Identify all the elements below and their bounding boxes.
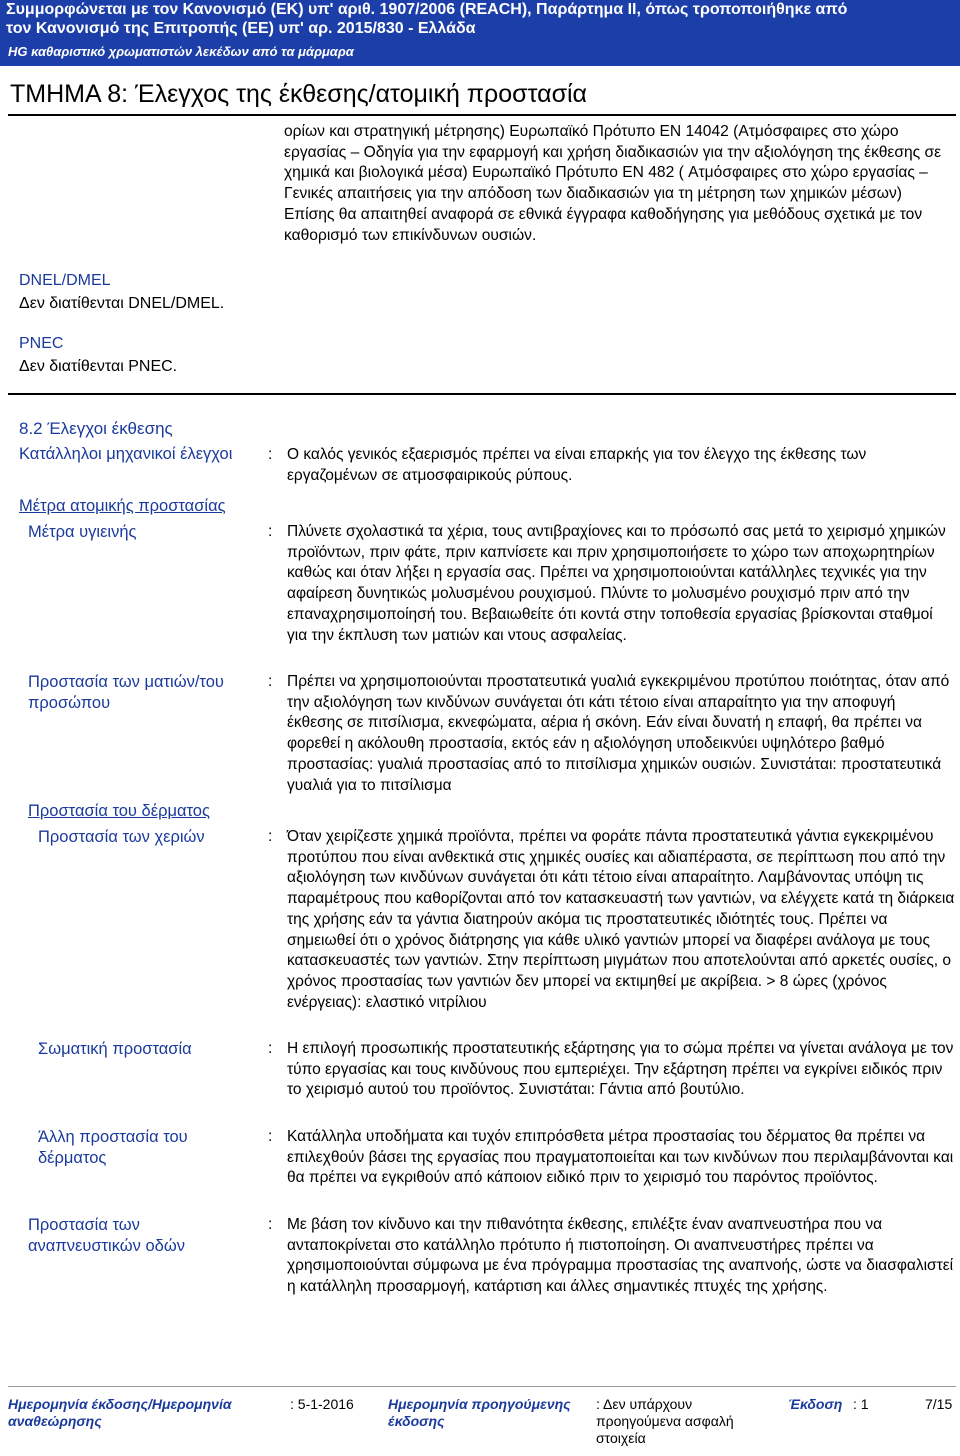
other-skin-protection-text: Κατάλληλα υποδήματα και τυχόν επιπρόσθετα μέτρα προστασίας του δέρματος θα πρέπει να επιλεχθούν βάσει της εργασίας που πραγματοποιείται και των κινδύνων που περιλαμβάνονται και θα πρέπει να εγκριθούν από κάποιον ειδικό πριν το χειρισμό του παρόντος προϊόντος. [287,1128,954,1187]
footer-prev-label [388,1396,583,1430]
hand-protection-label: Προστασία των χεριών [38,828,205,846]
continuation-text: ορίων και στρατηγική μέτρησης) Ευρωπαϊκό Πρότυπο EN 14042 (Ατμόσφαιρες στο χώρο εργασίας – Οδηγία για την εφαρμογή και χρήση διαδικασιών για την αξιολόγηση της έκθεσης σε χημικά και βιολογικά μέσα) Ευρωπαϊκό Πρότυπο EN 482 ( Ατμόσφαιρες στο χώρο εργασίας – Γενικές απαιτήσεις για την απόδοση των διαδικασιών για τη μέτρηση των χημικών μέσων) Επίσης θα απαιτηθεί αναφορά σε εθνικά έγγραφα καθοδήγησης για μεθόδους σχετικά με τον καθορισμό των επικίνδυνων ουσιών. [284,123,942,244]
footer-version-value: : 1 [853,1396,869,1412]
section-divider-bottom [8,393,956,395]
eye-protection-text: Πρέπει να χρησιμοποιούνται προστατευτικά γυαλιά εγκεκριμένου προτύπου ποιότητας, όταν από την αξιολόγηση των κινδύνων συνάγεται ότι κάτι τέτοιο είναι απαραίτητο για την αποφυγή έκθεσης σε πιτσίλισμα, εκνεφώματα, αέρια ή σκόνη. Εάν είναι δυνατή η επαφή, θα πρέπει να φορεθεί η ακόλουθη προστασία, εκτός εάν η αξιολόγηση υποδεικνύει υψηλότερο βαθμό προστασίας: γυαλιά προστασίας από το πιτσίλισμα χημικών ουσιών. Συνιστάται: προστατευτικά γυαλιά για το πιτσίλισμα [287,673,950,794]
body-protection-label: Σωματική προστασία [38,1040,192,1058]
skin-heading: Προστασία του δέρματος [28,802,210,820]
body-protection-text: Η επιλογή προσωπικής προστατευτικής εξάρτησης για το σώμα πρέπει να γίνεται ανάλογα με τον τύπο εργασίας και τους κινδύνους που εμπεριέχει. Την εξάρτηση πρέπει να εγκρίνει ειδικός πριν το χειρισμό αυτού του προϊόντος. Συνιστάται: Γάντια από βουτύλιο. [287,1040,954,1099]
colon: : [268,1216,273,1233]
pnec-value: Δεν διατίθενται PNEC. [19,358,178,375]
colon: : [268,1128,273,1145]
engineering-controls-text: Ο καλός γενικός εξαερισμός πρέπει να είναι επαρκής για τον έλεγχο της έκθεσης των εργαζομένων σε ατμοσφαιρικούς ρύπους. [287,446,867,484]
eye-protection-label: Προστασία των ματιών/του προσώπου [28,673,224,712]
hygiene-label: Μέτρα υγιεινής [28,523,137,541]
colon: : [268,523,273,540]
footer-version-label-text: Έκδοση [788,1396,843,1412]
ppe-heading: Μέτρα ατομικής προστασίας [19,497,226,515]
footer-issue-label-text: Ημερομηνία έκδοσης/Ημερομηνία αναθεώρησης [8,1396,232,1429]
engineering-controls-label: Κατάλληλοι μηχανικοί έλεγχοι [19,445,233,463]
footer-version-label [788,1396,842,1413]
hygiene-text: Πλύνετε σχολαστικά τα χέρια, τους αντιβραχίονες και το πρόσωπό σας μετά το χειρισμό χημικών προϊόντων, πριν φάτε, πριν καπνίσετε και πριν χρησιμοποιήσετε το χώρο των αποχωρητηρίων καθώς και όταν λήξει η εργασία σας. Πρέπει να χρησιμοποιούνται κατάλληλες τεχνικές για την αφαίρεση δυνητικώς μολυσμένου ρουχισμού. Πλύντε το μολυσμένο ρουχισμό πριν από την επαναχρησιμοποίησή του. Βεβαιωθείτε ότι κοντά στην τοποθεσία εργασίας βρίσκονται σταθμοί για την έκπλυση των ματιών και ντους ασφαλείας. [287,523,946,644]
footer-issue-value: : 5-1-2016 [290,1396,354,1412]
header-band [0,0,960,66]
colon: : [268,1040,273,1057]
dnel-value: Δεν διατίθενται DNEL/DMEL. [19,295,225,312]
respiratory-protection-text: Με βάση τον κίνδυνο και την πιθανότητα έκθεσης, επιλέξτε έναν αναπνευστήρα που να ανταποκρίνεται στο κατάλληλο πρότυπο ή πιστοποίηση. Οι αναπνευστήρες πρέπει να χρησιμοποιούνται σύμφωνα με ένα πρόγραμμα προστασίας της αναπνοής, ώστε να διασφαλιστεί η κατάλληλη προσαρμογή, κατάρτιση και άλλες σημαντικές πτυχές της χρήσης. [287,1216,954,1296]
colon: : [268,673,273,690]
hand-protection-text: Όταν χειρίζεστε χημικά προϊόντα, πρέπει να φοράτε πάντα προστατευτικά γάντια εγκεκριμένου προτύπου που είναι ανθεκτικά στις χημικές ουσίες και αδιαπέραστα, σε περίπτωση που από την αξιολόγηση των κινδύνων συνάγεται ότι κάτι τέτοιο είναι απαραίτητο. Λαμβάνοντας υπόψη τις παραμέτρους που καθορίζονται από τον κατασκευαστή των γαντιών, να ελέγχετε κατά τη διάρκεια της χρήσης εάν τα γάντια διατηρούν ακόμα τις προστατευτικές ιδιότητές τους. Πρέπει να σημειωθεί ότι ο χρόνος διάτρησης για κάθε υλικό γαντιών μπορεί να διαφέρει ανάλογα με τους κατασκευαστές των γαντιών. Στην περίπτωση μιγμάτων που αποτελούνται από αρκετές ουσίες, ο χρόνος προστασίας των γαντιών δεν μπορεί να εκτιμηθεί με ακρίβεια. > 8 ώρες (χρόνος ενέργειας): ελαστικό νιτρίλιου [287,828,955,1011]
respiratory-protection-label: Προστασία των αναπνευστικών οδών [28,1216,185,1255]
colon: : [268,828,273,845]
subsection-title: 8.2 Έλεγχοι έκθεσης [19,419,173,438]
section-divider-top [8,114,956,116]
footer-prev-label-text: Ημερομηνία προηγούμενης έκδοσης [388,1396,571,1429]
colon: : [268,446,273,463]
footer-issue-label [8,1396,243,1430]
footer-divider [8,1386,956,1387]
regulation-line-2: τον Κανονισμό της Επιτροπής (ΕΕ) υπ' αρ. 2015/830 - Ελλάδα [6,20,476,37]
other-skin-protection-label: Άλλη προστασία του δέρματος [38,1128,188,1167]
pnec-label: PNEC [19,335,64,352]
page-number: 7/15 [925,1396,953,1412]
dnel-label: DNEL/DMEL [19,272,111,289]
footer-prev-value: : Δεν υπάρχουν προηγούμενα ασφαλή στοιχεία [596,1396,734,1446]
product-name: HG καθαριστικό χρωματιστών λεκέδων από τα μάρμαρα [8,44,354,59]
section-title: ΤΜΗΜΑ 8: Έλεγχος της έκθεσης/ατομική προστασία [10,80,588,108]
regulation-line-1: Συμμορφώνεται με τον Κανονισμό (ΕΚ) υπ' αριθ. 1907/2006 (REACH), Παράρτημα II, όπως τροποποιήθηκε από [6,1,848,18]
